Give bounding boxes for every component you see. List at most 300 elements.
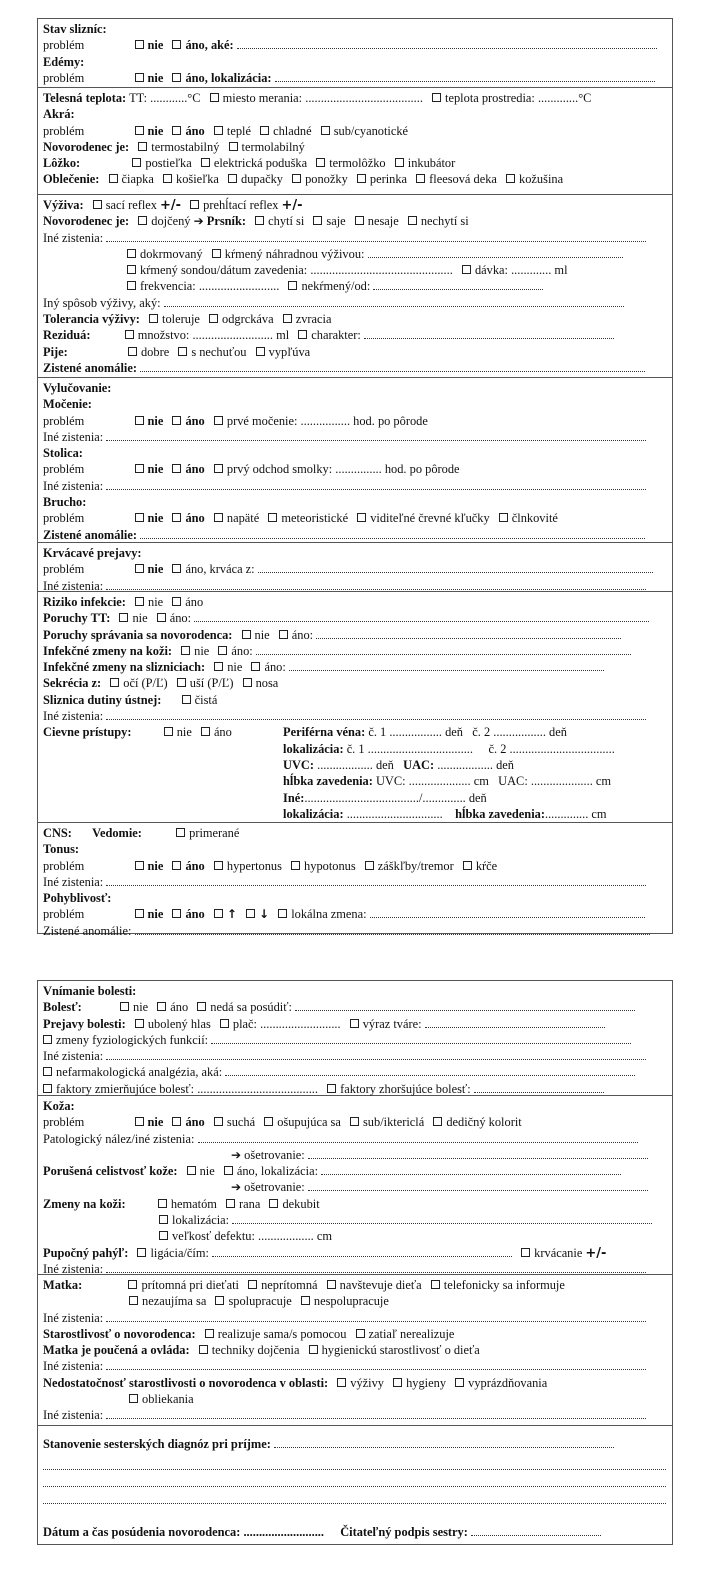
- label-ano-krvaca: áno, krváca z:: [185, 562, 255, 577]
- label-ine: Iné:: [283, 790, 305, 805]
- label-lozko: Lôžko:: [43, 156, 81, 171]
- label-kozusina: kožušina: [519, 172, 564, 187]
- label-navstevuje: navštevuje dieťa: [339, 1278, 422, 1292]
- label-bolest: Bolesť:: [43, 1000, 82, 1015]
- checkbox-ano[interactable]: [279, 630, 288, 639]
- checkbox-nie[interactable]: [135, 464, 144, 473]
- checkbox-nesaje[interactable]: [355, 216, 364, 225]
- field-lokalizacia[interactable]: [275, 71, 655, 82]
- label-pupocny: Pupočný pahýľ:: [43, 1245, 129, 1260]
- label-akra: Akrá:: [43, 107, 75, 122]
- label-hlbka-zavedenia: hĺbka zavedenia:: [455, 806, 545, 821]
- field-lokalizacia[interactable]: [232, 1213, 652, 1224]
- label-zaskuby: záškľby/tremor: [377, 858, 454, 873]
- checkbox-ano[interactable]: [172, 861, 181, 870]
- field-nahradna-vyziva[interactable]: [368, 247, 623, 258]
- checkbox-toleruje[interactable]: [149, 314, 158, 323]
- field-lokalna-zmena[interactable]: [370, 907, 645, 918]
- checkbox-telefonicky[interactable]: [431, 1280, 440, 1289]
- label-krvacave-prejavy: Krvácavé prejavy:: [43, 546, 142, 560]
- label-sub-cyanoticke: sub/cyanotické: [333, 123, 409, 138]
- label-toleruje: toleruje: [162, 312, 200, 327]
- checkbox-krvacanie[interactable]: [521, 1248, 530, 1257]
- checkbox-krce[interactable]: [463, 861, 472, 870]
- checkbox-nie[interactable]: [135, 909, 144, 918]
- checkbox-faktory-zhor[interactable]: [327, 1084, 336, 1093]
- label-nesaje: nesaje: [367, 214, 399, 229]
- checkbox-clnkovite[interactable]: [499, 513, 508, 522]
- plus-minus-icon: +/-: [281, 198, 303, 213]
- checkbox-fleesova-deka[interactable]: [416, 174, 425, 183]
- field-davka[interactable]: dávka: ............. ml: [474, 263, 568, 278]
- checkbox-lokalna-zmena[interactable]: [278, 909, 287, 918]
- checkbox-nechyti-si[interactable]: [408, 216, 417, 225]
- checkbox-pritomna[interactable]: [128, 1280, 137, 1289]
- label-matka: Matka:: [43, 1278, 83, 1292]
- checkbox-nie[interactable]: [135, 416, 144, 425]
- section-bleeding: [38, 542, 672, 591]
- checkbox-teplota-prostredia[interactable]: [432, 93, 441, 102]
- checkbox-odgrckava[interactable]: [209, 314, 218, 323]
- label-dokrmovany: dokrmovaný: [140, 246, 203, 261]
- checkbox-inkubator[interactable]: [395, 158, 404, 167]
- field-krmeny-sondou[interactable]: kŕmený sondou/dátum zavedenia: ..............................................: [140, 263, 453, 278]
- label-hygieny: hygieny: [406, 1375, 447, 1390]
- checkbox-vyzivy[interactable]: [337, 1378, 346, 1387]
- field-ine-zistenia[interactable]: [106, 1262, 646, 1273]
- checkbox-nie[interactable]: [187, 1166, 196, 1175]
- field-ine[interactable]: ...................................../.............. deň: [304, 790, 487, 805]
- label-problem: problém: [43, 562, 85, 577]
- checkbox-ponozky[interactable]: [292, 174, 301, 183]
- checkbox-nekrmeny[interactable]: [288, 281, 297, 290]
- label-meteoristicke: meteoristické: [281, 511, 349, 526]
- checkbox-saje[interactable]: [313, 216, 322, 225]
- label-nie: nie: [132, 611, 148, 626]
- field-ine-zistenia[interactable]: [106, 231, 646, 242]
- label-tonus: Tonus:: [43, 842, 80, 857]
- checkbox-techniky[interactable]: [199, 1345, 208, 1354]
- checkbox-zatial[interactable]: [356, 1329, 365, 1338]
- label-ine-zistenia: Iné zistenia:: [43, 1408, 104, 1423]
- checkbox-dobre[interactable]: [128, 347, 137, 356]
- field-iny-sposob[interactable]: [164, 296, 624, 307]
- checkbox-miesto[interactable]: [210, 93, 219, 102]
- field-hlbka-uvc[interactable]: UVC: .................... cm: [375, 774, 489, 789]
- section-pain: [38, 981, 672, 1095]
- label-nie: nie: [194, 643, 210, 658]
- label-lokalizacia: lokalizácia:: [172, 1213, 230, 1228]
- field-zistene-anomalie[interactable]: [140, 361, 645, 372]
- label-lokalna-zmena: lokálna zmena:: [291, 907, 367, 922]
- label-ine-zistenia: Iné zistenia:: [43, 1261, 104, 1276]
- diagnosis-line[interactable]: [43, 1452, 666, 1469]
- checkbox-nie[interactable]: [135, 513, 144, 522]
- diagnosis-line[interactable]: [43, 1487, 666, 1504]
- checkbox-nie[interactable]: [135, 861, 144, 870]
- checkbox-hypotonus[interactable]: [291, 861, 300, 870]
- label-stav-sliznic: Stav slizníc:: [43, 22, 107, 36]
- checkbox-chladne[interactable]: [260, 126, 269, 135]
- label-riziko-infekcie: Riziko infekcie:: [43, 595, 126, 609]
- label-vyraz-tvare: výraz tváre:: [362, 1016, 422, 1031]
- label-krvacanie: krvácanie: [534, 1245, 583, 1260]
- label-hypotonus: hypotonus: [304, 858, 356, 873]
- checkbox-cista[interactable]: [182, 695, 191, 704]
- label-termostabilny: termostabilný: [151, 139, 220, 154]
- field-nekrmeny-od[interactable]: [373, 279, 543, 290]
- field-zistene-anomalie[interactable]: [140, 528, 645, 539]
- label-neda-sa: nedá sa posúdiť:: [210, 1000, 292, 1015]
- checkbox-prve-mocenie[interactable]: [214, 416, 223, 425]
- label-osupujuca: ošupujúca sa: [277, 1115, 341, 1130]
- checkbox-velkost[interactable]: [159, 1231, 168, 1240]
- field-ligacia[interactable]: [212, 1246, 512, 1257]
- field-lokalizacia[interactable]: ...............................: [346, 806, 443, 821]
- checkbox-nie[interactable]: [120, 1002, 129, 1011]
- label-periferna-vena: Periférna véna:: [283, 725, 366, 740]
- checkbox-rana[interactable]: [226, 1199, 235, 1208]
- field-ine-zistenia[interactable]: [106, 430, 646, 441]
- checkbox-obliekania[interactable]: [129, 1394, 138, 1403]
- field-plac[interactable]: plač: ..........................: [232, 1016, 341, 1031]
- field-ine-zistenia[interactable]: [106, 1408, 646, 1419]
- checkbox-ano[interactable]: [172, 73, 181, 82]
- field-prvy-odchod[interactable]: prvý odchod smolky: ............... hod. po pôrode: [226, 462, 460, 477]
- label-telefonicky: telefonicky sa informuje: [443, 1278, 565, 1292]
- checkbox-ciapka[interactable]: [109, 174, 118, 183]
- checkbox-sucha[interactable]: [214, 1117, 223, 1126]
- label-osetrovanie: ošetrovanie:: [244, 1180, 305, 1195]
- diagnosis-line[interactable]: [43, 1470, 666, 1487]
- field-uvc-den[interactable]: .................. deň: [317, 757, 394, 772]
- field-tt[interactable]: TT: ............: [129, 91, 188, 105]
- field-lok-c2[interactable]: č. 2 ..................................: [488, 741, 615, 756]
- checkbox-kozusina[interactable]: [506, 174, 515, 183]
- label-ano: áno:: [231, 643, 253, 658]
- checkbox-nie[interactable]: [164, 727, 173, 736]
- field-lok-c1[interactable]: č. 1 ..................................: [346, 741, 473, 756]
- checkbox-dekubit[interactable]: [269, 1199, 278, 1208]
- label-hematom: hematóm: [170, 1196, 217, 1211]
- label-hygienicku: hygienickú starostlivosť o dieťa: [321, 1343, 480, 1358]
- label-poruchy-tt: Poruchy TT:: [43, 611, 111, 626]
- checkbox-davka[interactable]: [462, 265, 471, 274]
- label-pritomna: prítomná pri dieťati: [141, 1278, 239, 1292]
- label-nie: nie: [133, 1000, 149, 1015]
- label-ligacia: ligácia/čím:: [150, 1245, 209, 1260]
- field-charakter[interactable]: [364, 328, 614, 339]
- label-novorodenec-je: Novorodenec je:: [43, 139, 130, 154]
- field-podpis[interactable]: [471, 1525, 601, 1536]
- checkbox-frekvencia[interactable]: [127, 281, 136, 290]
- checkbox-oci[interactable]: [110, 678, 119, 687]
- field-osetrovanie[interactable]: [308, 1180, 648, 1191]
- label-oci: očí (P/Ľ): [123, 676, 168, 691]
- checkbox-dojceny[interactable]: [138, 216, 147, 225]
- checkbox-vyraz-tvare[interactable]: [350, 1019, 359, 1028]
- checkbox-prvy-odchod[interactable]: [214, 464, 223, 473]
- label-inkubator: inkubátor: [407, 156, 456, 171]
- field-ine-zistenia[interactable]: [106, 479, 646, 490]
- checkbox-zvracia[interactable]: [283, 314, 292, 323]
- checkbox-krmeny-sondou[interactable]: [127, 265, 136, 274]
- checkbox-down[interactable]: [246, 909, 255, 918]
- checkbox-nie[interactable]: [181, 646, 190, 655]
- field-ine-zistenia[interactable]: [106, 875, 646, 886]
- checkbox-vypluva[interactable]: [256, 347, 265, 356]
- checkbox-nezaujima[interactable]: [129, 1296, 138, 1305]
- section-skin: [38, 1095, 672, 1274]
- checkbox-nie[interactable]: [135, 564, 144, 573]
- checkbox-vyprazdnovania[interactable]: [455, 1378, 464, 1387]
- checkbox-chyti-si[interactable]: [255, 216, 264, 225]
- checkbox-ano[interactable]: [157, 1002, 166, 1011]
- label-infekcne-koza: Infekčné zmeny na koži:: [43, 643, 173, 658]
- checkbox-faktory-zmier[interactable]: [43, 1084, 52, 1093]
- label-ano: áno: [185, 123, 205, 138]
- label-prehltaci-reflex: prehĺtací reflex: [203, 198, 279, 212]
- checkbox-nie[interactable]: [135, 73, 144, 82]
- field-c2[interactable]: č. 2 ................. deň: [472, 725, 567, 740]
- label-nespolupracuje: nespolupracuje: [313, 1294, 389, 1309]
- checkbox-primerane[interactable]: [176, 828, 185, 837]
- checkbox-plac[interactable]: [220, 1019, 229, 1028]
- checkbox-ano[interactable]: [251, 662, 260, 671]
- label-vylucovanie: Vylučovanie:: [43, 381, 112, 395]
- field-prve-mocenie[interactable]: prvé močenie: ................ hod. po pôrode: [226, 413, 428, 428]
- label-ano: áno: [170, 1000, 189, 1015]
- checkbox-hypertonus[interactable]: [214, 861, 223, 870]
- checkbox-nie[interactable]: [242, 630, 251, 639]
- field-vyraz-tvare[interactable]: [425, 1017, 605, 1028]
- checkbox-perinka[interactable]: [357, 174, 366, 183]
- label-ine-zistenia: Iné zistenia:: [43, 478, 104, 493]
- field-infekcne-sliznice[interactable]: [289, 660, 604, 671]
- label-reziduá: Reziduá:: [43, 328, 91, 343]
- checkbox-ano[interactable]: [172, 464, 181, 473]
- checkbox-lokalizacia[interactable]: [159, 1215, 168, 1224]
- checkbox-ano[interactable]: [172, 564, 181, 573]
- label-napate: napäté: [226, 511, 260, 526]
- field-hlbka-uac[interactable]: UAC: .................... cm: [498, 774, 612, 789]
- field-ine-zistenia[interactable]: [106, 579, 646, 590]
- field-patologicky[interactable]: [198, 1132, 638, 1143]
- checkbox-mnozstvo[interactable]: [125, 330, 134, 339]
- label-problem: problém: [43, 70, 85, 85]
- checkbox-charakter[interactable]: [298, 330, 307, 339]
- label-sub-ikterick: sub/iktericlá: [362, 1115, 425, 1130]
- checkbox-ano[interactable]: [157, 613, 166, 622]
- checkbox-ano[interactable]: [172, 1117, 181, 1126]
- checkbox-navstevuje[interactable]: [327, 1280, 336, 1289]
- label-termolozko: termolôžko: [329, 156, 386, 171]
- label-nefarmako: nefarmakologická analgézia, aká:: [56, 1065, 223, 1080]
- checkbox-sub-cyanoticke[interactable]: [321, 126, 330, 135]
- label-dedicny: dedičný kolorit: [446, 1115, 522, 1130]
- label-cista: čistá: [194, 692, 218, 707]
- label-dojceny: dojčený: [151, 214, 191, 229]
- checkbox-nie[interactable]: [119, 613, 128, 622]
- label-ano: áno:: [264, 660, 286, 675]
- label-zatial: zatiaľ nerealizuje: [368, 1326, 455, 1341]
- checkbox-nosa[interactable]: [243, 678, 252, 687]
- checkbox-postielka[interactable]: [132, 158, 141, 167]
- label-zistene-anomalie: Zistené anomálie:: [43, 527, 137, 542]
- field-mnozstvo[interactable]: množstvo: .......................... ml: [137, 328, 290, 343]
- field-krvaca-z[interactable]: [258, 562, 653, 573]
- checkbox-ano[interactable]: [172, 40, 181, 49]
- label-nie: nie: [147, 123, 164, 138]
- checkbox-elektricka-poduska[interactable]: [201, 158, 210, 167]
- checkbox-spolupracuje[interactable]: [215, 1296, 224, 1305]
- checkbox-hygienicku[interactable]: [309, 1345, 318, 1354]
- label-telesna-teplota: Telesná teplota:: [43, 91, 127, 105]
- field-neda-sa[interactable]: [295, 1000, 635, 1011]
- label-zmeny-fyz: zmeny fyziologických funkcií:: [56, 1032, 209, 1047]
- field-nefarmako[interactable]: [225, 1065, 635, 1076]
- checkbox-realizuje[interactable]: [205, 1329, 214, 1338]
- label-problem: problém: [43, 907, 85, 922]
- checkbox-usi[interactable]: [177, 678, 186, 687]
- checkbox-dokrmovany[interactable]: [127, 249, 136, 258]
- checkbox-saci-reflex[interactable]: [93, 200, 102, 209]
- checkbox-napate[interactable]: [214, 513, 223, 522]
- label-zistene-anomalie: Zistené anomálie:: [43, 360, 137, 375]
- field-ine-zistenia[interactable]: [106, 1311, 646, 1322]
- checkbox-dedicny[interactable]: [433, 1117, 442, 1126]
- checkbox-s-nechutou[interactable]: [178, 347, 187, 356]
- plus-minus-icon: +/-: [585, 1245, 607, 1261]
- checkbox-hematom[interactable]: [158, 1199, 167, 1208]
- checkbox-zaskuby[interactable]: [365, 861, 374, 870]
- field-miesto-merania[interactable]: miesto merania: ......................................: [222, 91, 423, 105]
- field-osetrovanie[interactable]: [308, 1148, 648, 1159]
- field-c1[interactable]: č. 1 ................. deň: [368, 725, 463, 740]
- checkbox-nespolupracuje[interactable]: [301, 1296, 310, 1305]
- label-dekubit: dekubit: [282, 1196, 320, 1211]
- label-cns: CNS:: [43, 826, 72, 840]
- label-s-nechutou: s nechuťou: [191, 344, 247, 359]
- checkbox-kosielka[interactable]: [163, 174, 172, 183]
- field-ine-zistenia[interactable]: [106, 1049, 646, 1060]
- checkbox-ano[interactable]: [218, 646, 227, 655]
- checkbox-ano[interactable]: [172, 416, 181, 425]
- label-nie: nie: [199, 1164, 215, 1179]
- label-nezaujima: nezaujíma sa: [142, 1294, 207, 1309]
- label-problem: problém: [43, 123, 85, 138]
- checkbox-nefarmako[interactable]: [43, 1067, 52, 1076]
- checkbox-up[interactable]: [214, 909, 223, 918]
- label-termolabilny: termolabilný: [241, 139, 305, 154]
- checkbox-neda-sa[interactable]: [197, 1002, 206, 1011]
- checkbox-uboleny-hlas[interactable]: [135, 1019, 144, 1028]
- label-ano: áno: [185, 907, 205, 922]
- field-datum[interactable]: Dátum a čas posúdenia novorodenca: ..........................: [43, 1525, 324, 1540]
- checkbox-nie[interactable]: [135, 126, 144, 135]
- checkbox-hygieny[interactable]: [393, 1378, 402, 1387]
- label-nie: nie: [176, 725, 192, 740]
- checkbox-viditelne[interactable]: [357, 513, 366, 522]
- checkbox-nepritomna[interactable]: [248, 1280, 257, 1289]
- field-faktory-zhor[interactable]: [474, 1082, 604, 1093]
- field-zistene-anomalie[interactable]: [135, 924, 650, 935]
- checkbox-teple[interactable]: [214, 126, 223, 135]
- checkbox-dupacky[interactable]: [228, 174, 237, 183]
- checkbox-ano[interactable]: [172, 597, 181, 606]
- label-spolupracuje: spolupracuje: [228, 1294, 292, 1309]
- checkbox-nie[interactable]: [135, 597, 144, 606]
- field-frekvencia[interactable]: frekvencia: ..........................: [140, 279, 280, 294]
- label-vedomie: Vedomie:: [92, 826, 142, 840]
- checkbox-zmeny-fyz[interactable]: [43, 1035, 52, 1044]
- checkbox-termostabilny[interactable]: [138, 142, 147, 151]
- arrow-down-icon: ↓: [259, 907, 270, 922]
- label-chladne: chladné: [273, 123, 312, 138]
- checkbox-ano[interactable]: [172, 909, 181, 918]
- label-clnkovite: člnkovité: [511, 511, 558, 526]
- checkbox-nie[interactable]: [214, 662, 223, 671]
- checkbox-ligacia[interactable]: [137, 1248, 146, 1257]
- label-osetrovanie: ošetrovanie:: [244, 1147, 305, 1162]
- checkbox-nie[interactable]: [135, 1117, 144, 1126]
- checkbox-ano[interactable]: [224, 1166, 233, 1175]
- field-faktory-zmier[interactable]: faktory zmierňujúce bolesť: .......................................: [56, 1081, 319, 1096]
- arrow-right-icon: ➔: [193, 214, 204, 229]
- field-porusena-lok[interactable]: [321, 1164, 621, 1175]
- field-ine-zistenia[interactable]: [106, 1359, 646, 1370]
- label-nosa: nosa: [255, 676, 279, 691]
- checkbox-sub-ikterick[interactable]: [350, 1117, 359, 1126]
- field-poruchy-spravania[interactable]: [316, 628, 621, 639]
- checkbox-ano[interactable]: [201, 727, 210, 736]
- label-novorodenec-je: Novorodenec je:: [43, 214, 130, 229]
- label-nie: nie: [147, 70, 164, 85]
- label-sliznica: Sliznica dutiny ústnej:: [43, 692, 162, 707]
- checkbox-meteoristicke[interactable]: [268, 513, 277, 522]
- field-poruchy-tt[interactable]: [194, 611, 649, 622]
- field-hlbka-zavedenia[interactable]: .............. cm: [544, 806, 607, 821]
- checkbox-termolabilny[interactable]: [229, 142, 238, 151]
- field-stanovenie[interactable]: [274, 1437, 614, 1448]
- checkbox-ano[interactable]: [172, 126, 181, 135]
- field-ine-zistenia[interactable]: [106, 709, 646, 720]
- field-ake[interactable]: [237, 38, 657, 49]
- checkbox-nie[interactable]: [135, 40, 144, 49]
- checkbox-krmeny-nahradnou[interactable]: [212, 249, 221, 258]
- label-krmeny-nahradnou: kŕmený náhradnou výživou:: [224, 246, 365, 261]
- label-problem: problém: [43, 413, 85, 428]
- field-velkost[interactable]: veľkosť defektu: .................. cm: [172, 1229, 333, 1244]
- field-teplota-prostredia[interactable]: teplota prostredia: .............: [445, 91, 579, 105]
- label-ine-zistenia: Iné zistenia:: [43, 874, 104, 889]
- label-nie: nie: [147, 858, 164, 873]
- arrow-right-icon: ➔: [231, 1147, 242, 1162]
- checkbox-prehltaci-reflex[interactable]: [190, 200, 199, 209]
- checkbox-ano[interactable]: [172, 513, 181, 522]
- label-problem: problém: [43, 511, 85, 526]
- label-usi: uší (P/Ľ): [189, 676, 234, 691]
- label-tolerancia: Tolerancia výživy:: [43, 312, 140, 327]
- field-infekcne-koza[interactable]: [256, 644, 631, 655]
- checkbox-osupujuca[interactable]: [264, 1117, 273, 1126]
- field-uac-den[interactable]: .................. deň: [437, 757, 514, 772]
- label-saci-reflex: sací reflex: [105, 198, 157, 212]
- label-krce: kŕče: [475, 858, 498, 873]
- checkbox-termolozko[interactable]: [316, 158, 325, 167]
- field-zmeny-fyz[interactable]: [211, 1033, 631, 1044]
- label-nie: nie: [254, 627, 270, 642]
